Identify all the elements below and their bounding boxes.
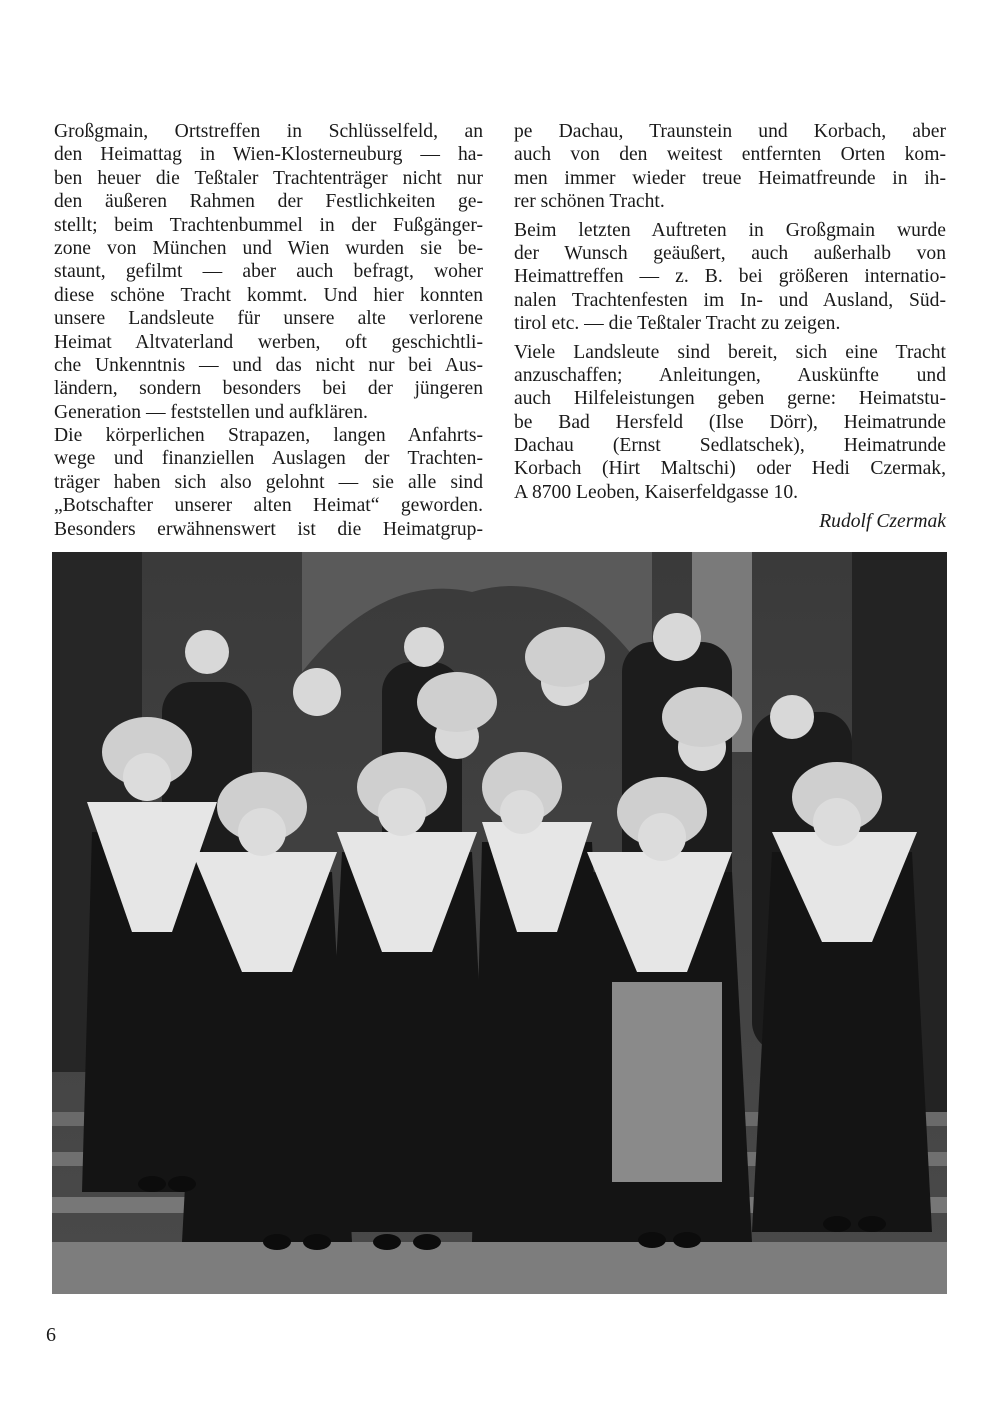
text-line: tirol etc. — die Teßtaler Tracht zu zeigen. <box>514 313 841 335</box>
left-text-column <box>54 120 483 541</box>
text-line: ben heuer die Teßtaler Trachtenträger nicht nur <box>54 167 483 189</box>
text-line: Beim letzten Auftreten in Großgmain wurde <box>514 219 946 241</box>
text-line: Korbach (Hirt Maltschi) oder Hedi Czermak, <box>514 458 946 480</box>
text-line: Generation — feststellen und aufklären. <box>54 401 368 423</box>
text-line: Großgmain, Ortstreffen in Schlüsselfeld, an <box>54 121 483 142</box>
text-line: stellt; beim Trachtenbummel in der Fußgänger- <box>54 214 483 236</box>
group-photo-illustration <box>52 552 947 1294</box>
text-line: anzuschaffen; Anleitungen, Auskünfte und <box>514 364 946 386</box>
text-line: ländern, sondern besonders bei der jüngeren <box>54 378 483 400</box>
text-line: nalen Trachtenfesten im In- und Ausland, Süd- <box>514 289 946 311</box>
paragraph <box>514 120 946 214</box>
group-photo <box>52 552 947 1294</box>
text-line: che Unkenntnis — und das nicht nur bei Aus- <box>54 354 483 376</box>
text-line: men immer wieder treue Heimatfreunde in ih- <box>514 167 946 189</box>
author-signature: Rudolf Czermak <box>819 511 946 533</box>
text-line: den Heimattag in Wien-Klosterneuburg — ha- <box>54 144 483 166</box>
text-line: den äußeren Rahmen der Festlichkeiten ge- <box>54 191 483 213</box>
text-line: Besonders erwähnenswert ist die Heimatgrup- <box>54 518 483 540</box>
text-line: Die körperlichen Strapazen, langen Anfahrts- <box>54 425 483 447</box>
text-line: Dachau (Ernst Sedlatschek), Heimatrunde <box>514 435 946 457</box>
text-line: zone von München und Wien wurden sie be- <box>54 237 483 259</box>
text-line: träger haben sich also gelohnt — sie alle sind <box>54 471 483 493</box>
text-line: auch von den weitest entfernten Orten kom- <box>514 144 946 166</box>
text-line: auch Hilfeleistungen geben gerne: Heimatstu- <box>514 388 946 410</box>
text-line: wege und finanziellen Auslagen der Trachten- <box>54 448 483 470</box>
text-line: be Bad Hersfeld (Ilse Dörr), Heimatrunde <box>514 411 946 433</box>
text-line: rer schönen Tracht. <box>514 191 665 213</box>
paragraph <box>514 219 946 336</box>
text-line: Viele Landsleute sind bereit, sich eine Tracht <box>514 341 946 363</box>
text-line: staunt, gefilmt — aber auch befragt, woher <box>54 261 483 283</box>
text-line: „Botschafter unserer alten Heimat“ geworden. <box>54 495 483 517</box>
text-line: unsere Landsleute für unsere alte verlorene <box>54 308 483 330</box>
paragraph <box>514 341 946 505</box>
text-line: diese schöne Tracht kommt. Und hier konnten <box>54 284 483 306</box>
right-text-column <box>514 120 946 536</box>
text-line: A 8700 Leoben, Kaiserfeldgasse 10. <box>514 481 799 503</box>
text-line: pe Dachau, Traunstein und Korbach, aber <box>514 121 946 142</box>
text-line: der Wunsch geäußert, auch außerhalb von <box>514 242 946 264</box>
text-line: Heimattreffen — z. B. bei größeren internatio- <box>514 266 946 288</box>
page-number: 6 <box>46 1324 56 1346</box>
text-line: Heimat Altvaterland werben, oft geschichtli- <box>54 331 483 353</box>
